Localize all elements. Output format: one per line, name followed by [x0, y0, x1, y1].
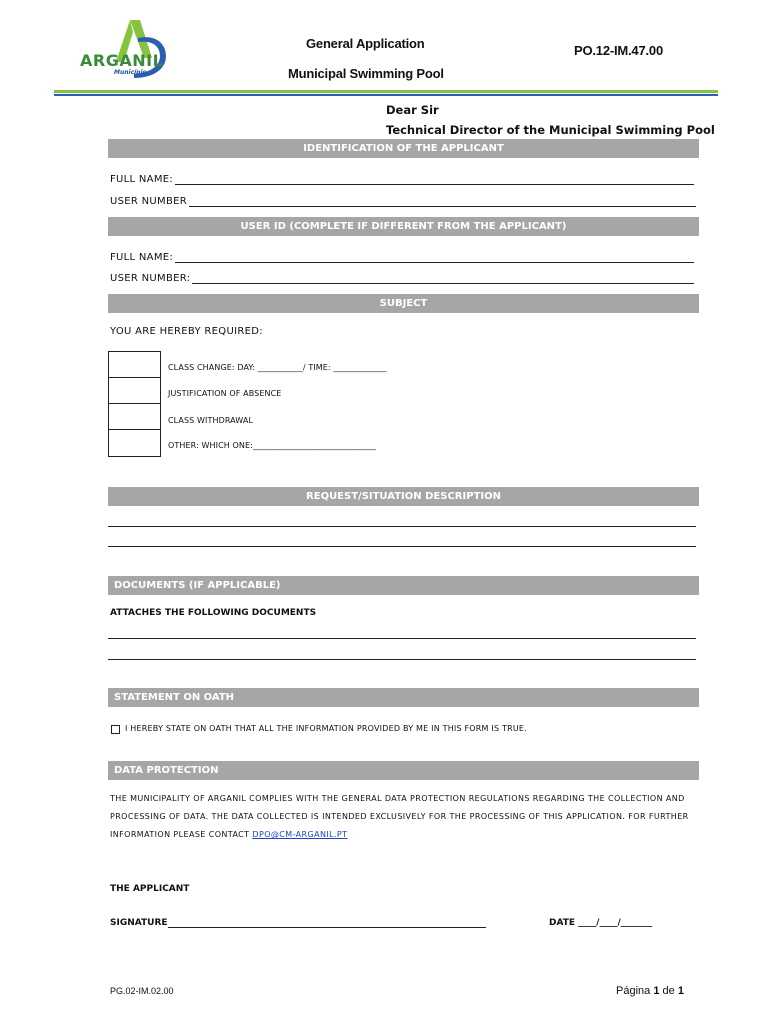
signature-line[interactable] — [168, 918, 486, 928]
subject-checkbox-column — [108, 351, 161, 457]
subject-checkbox-withdrawal[interactable] — [109, 404, 160, 430]
addressee-salutation: Dear Sir — [386, 103, 439, 117]
subject-checkbox-other[interactable] — [109, 430, 160, 456]
user-number-2-label: USER NUMBER: — [110, 273, 191, 284]
full-name-label: FULL NAME: — [110, 174, 174, 185]
dpo-email-link[interactable]: DPO@CM-ARGANIL.PT — [252, 830, 348, 839]
user-number-line[interactable] — [189, 196, 696, 207]
full-name-field[interactable] — [110, 174, 694, 185]
form-subtitle: Municipal Swimming Pool — [288, 66, 444, 81]
subject-checkbox-justification[interactable] — [109, 378, 160, 404]
addressee-title: Technical Director of the Municipal Swimming Pool — [386, 123, 715, 137]
header-rule-green — [54, 90, 718, 93]
user-full-name-line[interactable] — [175, 252, 694, 263]
page-mid: de — [662, 985, 675, 997]
page-prefix: Página — [616, 985, 651, 997]
option-class-change: CLASS CHANGE: DAY: ___________/ TIME: _____________ — [168, 363, 387, 372]
user-full-name-label: FULL NAME: — [110, 252, 174, 263]
section-documents: DOCUMENTS (IF APPLICABLE) — [108, 576, 699, 595]
section-user-id: USER ID (COMPLETE IF DIFFERENT FROM THE APPLICANT) — [108, 217, 699, 236]
section-data-protection: DATA PROTECTION — [108, 761, 699, 780]
documents-line-1[interactable] — [108, 638, 696, 639]
page-indicator — [616, 985, 684, 997]
section-identification: IDENTIFICATION OF THE APPLICANT — [108, 139, 699, 158]
applicant-label: THE APPLICANT — [110, 884, 190, 894]
request-line-1[interactable] — [108, 526, 696, 527]
logo-subtitle: Município — [114, 69, 147, 76]
oath-text: I HEREBY STATE ON OATH THAT ALL THE INFORMATION PROVIDED BY ME IN THIS FORM IS TRUE. — [125, 724, 527, 733]
user-number-2-field[interactable] — [110, 273, 694, 284]
user-number-label: USER NUMBER — [110, 196, 187, 207]
user-number-2-line[interactable] — [192, 273, 694, 284]
form-code: PO.12-IM.47.00 — [574, 43, 663, 58]
data-protection-contact-label: INFORMATION PLEASE CONTACT — [110, 830, 250, 839]
user-full-name-field[interactable] — [110, 252, 694, 263]
option-other: OTHER: WHICH ONE:______________________________ — [168, 441, 376, 450]
oath-checkbox[interactable] — [111, 725, 120, 734]
subject-intro: YOU ARE HEREBY REQUIRED: — [110, 326, 263, 337]
date-field[interactable]: DATE ____/____/_______ — [549, 918, 653, 928]
documents-line-2[interactable] — [108, 659, 696, 660]
signature-label: SIGNATURE — [110, 918, 168, 928]
page-total: 1 — [677, 985, 684, 997]
page-number: 1 — [653, 985, 660, 997]
section-subject: SUBJECT — [108, 294, 699, 313]
request-line-2[interactable] — [108, 546, 696, 547]
attaches-label: ATTACHES THE FOLLOWING DOCUMENTS — [110, 608, 317, 618]
section-request: REQUEST/SITUATION DESCRIPTION — [108, 487, 699, 506]
signature-field[interactable] — [110, 918, 486, 928]
data-protection-text — [110, 790, 698, 844]
header-rule-blue — [54, 94, 718, 96]
logo-wordmark: ARGANIL — [80, 51, 164, 70]
footer-code: PG.02-IM.02.00 — [110, 986, 174, 996]
section-statement: STATEMENT ON OATH — [108, 688, 699, 707]
form-title: General Application — [306, 36, 425, 51]
subject-checkbox-class-change[interactable] — [109, 352, 160, 378]
option-justification: JUSTIFICATION OF ABSENCE — [168, 389, 282, 398]
data-protection-line-1: THE MUNICIPALITY OF ARGANIL COMPLIES WITH THE GENERAL DATA PROTECTION REGULATIONS REGARDING THE COLLECTION AND — [110, 794, 685, 803]
data-protection-line-2: PROCESSING OF DATA. THE DATA COLLECTED IS INTENDED EXCLUSIVELY FOR THE PROCESSING OF THIS APPLICATION. FOR FURTHER — [110, 812, 689, 821]
option-withdrawal: CLASS WITHDRAWAL — [168, 416, 254, 425]
data-protection-line-3 — [110, 826, 698, 844]
user-number-field[interactable] — [110, 196, 696, 207]
full-name-line[interactable] — [175, 174, 694, 185]
